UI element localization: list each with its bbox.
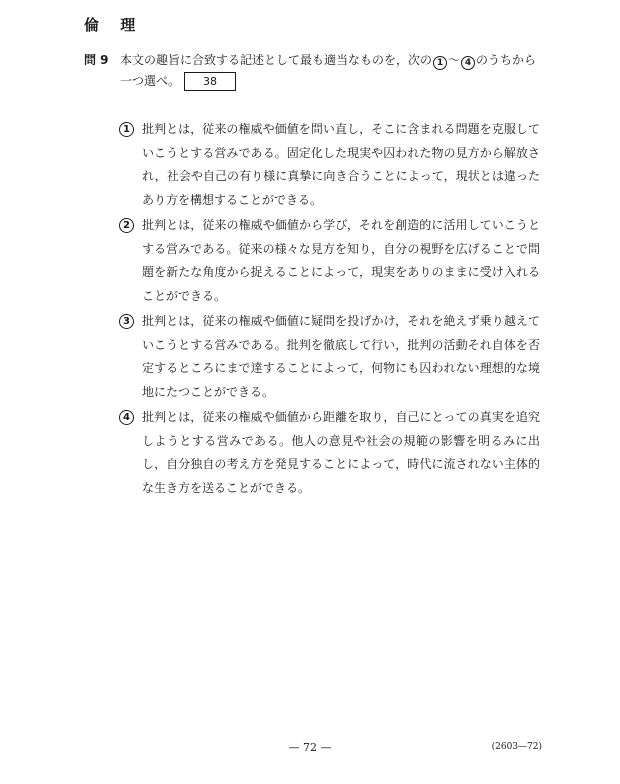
range-end-marker: 4 [461,56,475,70]
options-list [116,118,540,502]
page-number: — 72 — [288,741,332,754]
subject-heading: 倫 理 [84,16,144,34]
option-1-marker: 1 [119,122,134,137]
question-block [84,50,554,92]
option-3-text: 批判とは，従来の権威や価値に疑問を投げかけ，それを絶えず乗り越えていこうとする営みである。批判を徹底して行い，批判の活動それ自体を否定するところにまで達することによって，何物にも囚われない理想的な境地にたつことができる。 [142,314,540,399]
question-line-1 [84,50,554,71]
question-text-before: 本文の趣旨に合致する記述として最も適当なものを，次の [120,53,433,67]
question-number: 問 9 [84,53,109,67]
question-text-after: のうちから [476,53,537,67]
option-3-marker: 3 [119,314,134,329]
answer-box[interactable]: 38 [184,72,236,91]
option-4-text: 批判とは，従来の権威や価値から距離を取り，自己にとっての真実を追究しようとする営みである。他人の意見や社会の規範の影響を明るみに出し，自分独自の考え方を発見することによって，時代に流されない主体的な生き方を送ることができる。 [142,410,540,495]
question-text-line2: 一つ選べ。 [120,74,181,88]
option-1[interactable] [116,118,540,212]
option-2-text: 批判とは，従来の権威や価値から学び，それを創造的に活用していこうとする営みである。従来の様々な見方を知り，自分の視野を広げることで問題を新たな角度から捉えることによって，現実をありのままに受け入れることができる。 [142,218,540,303]
option-3[interactable] [116,310,540,404]
range-start-marker: 1 [433,56,447,70]
option-2[interactable] [116,214,540,308]
option-4-marker: 4 [119,410,134,425]
range-separator: 〜 [448,53,461,67]
question-line-2 [84,71,554,92]
option-1-text: 批判とは，従来の権威や価値を問い直し，そこに含まれる問題を克服していこうとする営みである。固定化した現実や囚われた物の見方から解放され，社会や自己の有り様に真摯に向き合うことによって，現状とは違ったあり方を構想することができる。 [142,122,540,207]
option-2-marker: 2 [119,218,134,233]
option-4[interactable] [116,406,540,500]
document-code: (2603—72) [491,742,542,752]
